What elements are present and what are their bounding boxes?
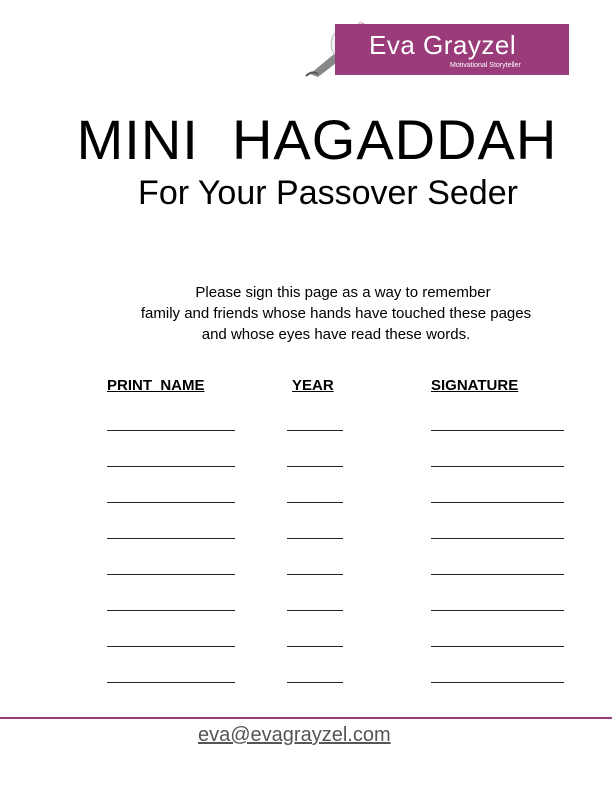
column-header-name: PRINT NAME: [107, 377, 205, 394]
name-line[interactable]: [107, 610, 235, 611]
year-line[interactable]: [287, 646, 343, 647]
column-header-year: YEAR: [292, 377, 334, 394]
signature-line[interactable]: [431, 502, 564, 503]
name-line[interactable]: [107, 574, 235, 575]
column-header-signature: SIGNATURE: [431, 377, 519, 394]
signature-line[interactable]: [431, 466, 564, 467]
logo-tagline: Motivational Storyteller: [450, 62, 521, 69]
signature-line[interactable]: [431, 574, 564, 575]
name-line[interactable]: [107, 682, 235, 683]
footer-divider: [0, 717, 612, 719]
signature-line[interactable]: [431, 646, 564, 647]
year-line[interactable]: [287, 574, 343, 575]
name-line[interactable]: [107, 466, 235, 467]
intro-text: [0, 282, 612, 345]
signature-line[interactable]: [431, 538, 564, 539]
signature-line[interactable]: [431, 682, 564, 683]
name-line[interactable]: [107, 538, 235, 539]
year-line[interactable]: [287, 502, 343, 503]
intro-line: and whose eyes have read these words.: [201, 326, 471, 343]
page-subtitle: For Your Passover Seder: [138, 174, 518, 212]
signature-line[interactable]: [431, 430, 564, 431]
name-line[interactable]: [107, 430, 235, 431]
intro-line: family and friends whose hands have touched these pages: [140, 305, 532, 322]
footer-email-link[interactable]: eva@evagrayzel.com: [198, 724, 391, 746]
intro-line: Please sign this page as a way to remember: [195, 284, 491, 301]
page-title: MINI HAGADDAH: [76, 108, 558, 171]
year-line[interactable]: [287, 466, 343, 467]
name-line[interactable]: [107, 646, 235, 647]
name-line[interactable]: [107, 502, 235, 503]
brand-logo: [304, 24, 569, 78]
year-line[interactable]: [287, 538, 343, 539]
year-line[interactable]: [287, 430, 343, 431]
logo-name: Eva Grayzel: [369, 30, 517, 60]
year-line[interactable]: [287, 610, 343, 611]
year-line[interactable]: [287, 682, 343, 683]
signature-line[interactable]: [431, 610, 564, 611]
